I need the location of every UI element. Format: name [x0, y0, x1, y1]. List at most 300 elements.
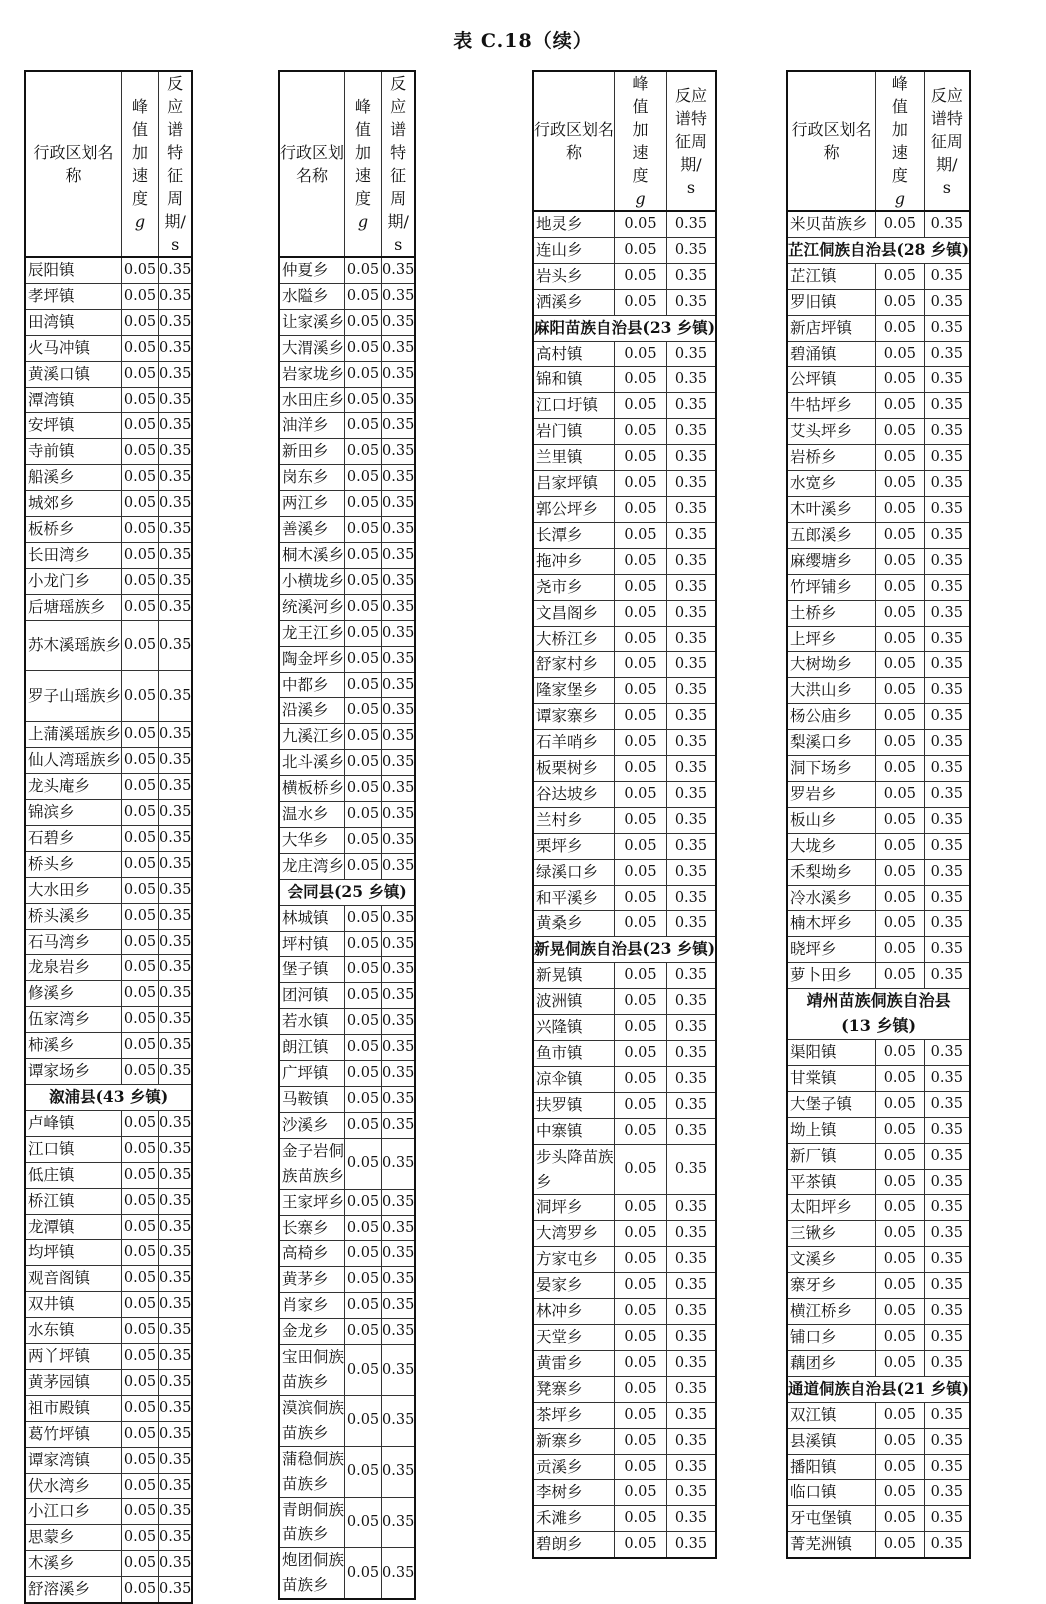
table-row: [533, 574, 716, 600]
peak-acceleration-value: 0.05: [876, 1454, 924, 1480]
table-row: [533, 393, 716, 419]
peak-acceleration-value: 0.05: [615, 859, 667, 885]
peak-acceleration-value: 0.05: [876, 419, 924, 445]
peak-acceleration-value: 0.05: [345, 957, 382, 983]
characteristic-period-value: 0.35: [159, 1473, 193, 1499]
region-name: 木溪乡: [25, 1551, 122, 1577]
characteristic-period-value: 0.35: [924, 937, 970, 963]
table-row: [25, 620, 192, 671]
table-row: [533, 237, 716, 263]
peak-acceleration-value: 0.05: [345, 802, 382, 828]
table-row: [279, 1138, 415, 1189]
peak-acceleration-value: 0.05: [876, 626, 924, 652]
peak-acceleration-value: 0.05: [876, 367, 924, 393]
data-table: [532, 70, 717, 1559]
characteristic-period-value: 0.35: [382, 672, 416, 698]
table-row: [279, 905, 415, 931]
characteristic-period-value: 0.35: [382, 853, 416, 879]
table-row: [279, 620, 415, 646]
table-row: [533, 1376, 716, 1402]
characteristic-period-value: 0.35: [159, 517, 193, 543]
region-name: 渠阳镇: [787, 1040, 876, 1066]
characteristic-period-value: 0.35: [382, 568, 416, 594]
region-name: 桐木溪乡: [279, 542, 345, 568]
table-row: [533, 652, 716, 678]
table-row: [279, 491, 415, 517]
region-name: 苏木溪瑶族乡: [25, 620, 122, 671]
county-title: 通道侗族自治县(21 乡镇): [787, 1376, 970, 1402]
table-row: [25, 1421, 192, 1447]
characteristic-period-value: 0.35: [382, 776, 416, 802]
county-header-row: [279, 879, 415, 905]
characteristic-period-value: 0.35: [666, 730, 716, 756]
characteristic-period-value: 0.35: [666, 1454, 716, 1480]
region-name: 高椅乡: [279, 1241, 345, 1267]
region-name: 黄茅乡: [279, 1267, 345, 1293]
header-peak-acceleration: 峰值加速度 g: [122, 71, 159, 257]
table-row: [279, 1241, 415, 1267]
peak-acceleration-value: 0.05: [345, 1446, 382, 1497]
table-row: [25, 1110, 192, 1136]
peak-acceleration-value: 0.05: [122, 774, 159, 800]
peak-acceleration-value: 0.05: [615, 419, 667, 445]
characteristic-period-value: 0.35: [159, 465, 193, 491]
region-name: 天堂乡: [533, 1324, 615, 1350]
region-name: 卢峰镇: [25, 1110, 122, 1136]
table-row: [787, 756, 970, 782]
table-row: [25, 774, 192, 800]
characteristic-period-value: 0.35: [666, 807, 716, 833]
region-name: 洞坪乡: [533, 1195, 615, 1221]
region-name: 中都乡: [279, 672, 345, 698]
region-name: 两丫坪镇: [25, 1344, 122, 1370]
peak-acceleration-value: 0.05: [615, 289, 667, 315]
characteristic-period-value: 0.35: [159, 387, 193, 413]
table-row: [279, 1345, 415, 1396]
characteristic-period-value: 0.35: [382, 983, 416, 1009]
table-row: [533, 1118, 716, 1144]
table-row: [787, 678, 970, 704]
region-name: 拖冲乡: [533, 548, 615, 574]
peak-acceleration-value: 0.05: [615, 211, 667, 237]
region-name: 油洋乡: [279, 413, 345, 439]
characteristic-period-value: 0.35: [666, 678, 716, 704]
peak-acceleration-value: 0.05: [615, 1221, 667, 1247]
table-row: [533, 1454, 716, 1480]
characteristic-period-value: 0.35: [382, 1189, 416, 1215]
peak-acceleration-value: 0.05: [615, 1402, 667, 1428]
region-name: 新寨乡: [533, 1428, 615, 1454]
characteristic-period-value: 0.35: [159, 981, 193, 1007]
region-name: 团河镇: [279, 983, 345, 1009]
region-name: 芷江镇: [787, 263, 876, 289]
table-row: [533, 1506, 716, 1532]
characteristic-period-value: 0.35: [159, 1577, 193, 1603]
peak-acceleration-value: 0.05: [345, 1215, 382, 1241]
peak-acceleration-value: 0.05: [122, 1447, 159, 1473]
peak-acceleration-value: 0.05: [122, 1395, 159, 1421]
table-row: [787, 574, 970, 600]
characteristic-period-value: 0.35: [924, 1299, 970, 1325]
peak-acceleration-value: 0.05: [122, 929, 159, 955]
region-name: 上蒲溪瑶族乡: [25, 722, 122, 748]
peak-acceleration-value: 0.05: [615, 574, 667, 600]
table-column-1: [24, 70, 193, 1604]
peak-acceleration-value: 0.05: [876, 1117, 924, 1143]
region-name: 横板桥乡: [279, 776, 345, 802]
table-row: [787, 833, 970, 859]
peak-acceleration-value: 0.05: [122, 594, 159, 620]
table-row: [533, 548, 716, 574]
region-name: 祖市殿镇: [25, 1395, 122, 1421]
region-name: 城郊乡: [25, 491, 122, 517]
region-name: 禾梨坳乡: [787, 859, 876, 885]
characteristic-period-value: 0.35: [666, 1144, 716, 1195]
region-name: 菁芜洲镇: [787, 1532, 876, 1558]
peak-acceleration-value: 0.05: [615, 1041, 667, 1067]
table-row: [279, 1035, 415, 1061]
characteristic-period-value: 0.35: [159, 542, 193, 568]
data-table: [786, 70, 971, 1559]
peak-acceleration-value: 0.05: [876, 496, 924, 522]
peak-acceleration-value: 0.05: [122, 1059, 159, 1085]
table-row: [279, 1189, 415, 1215]
peak-acceleration-value: 0.05: [345, 1189, 382, 1215]
peak-acceleration-value: 0.05: [615, 445, 667, 471]
peak-acceleration-value: 0.05: [876, 393, 924, 419]
header-peak-acceleration: 峰值加速度 g: [615, 71, 667, 211]
county-header-row: [787, 237, 970, 263]
characteristic-period-value: 0.35: [924, 704, 970, 730]
region-name: 碧涌镇: [787, 341, 876, 367]
table-row: [279, 465, 415, 491]
peak-acceleration-value: 0.05: [615, 237, 667, 263]
region-name: 晏家乡: [533, 1273, 615, 1299]
characteristic-period-value: 0.35: [382, 620, 416, 646]
region-name: 双江镇: [787, 1402, 876, 1428]
characteristic-period-value: 0.35: [666, 1195, 716, 1221]
characteristic-period-value: 0.35: [666, 419, 716, 445]
region-name: 金龙乡: [279, 1319, 345, 1345]
peak-acceleration-value: 0.05: [876, 937, 924, 963]
county-header-row: [533, 315, 716, 341]
characteristic-period-value: 0.35: [666, 600, 716, 626]
region-name: 凉伞镇: [533, 1066, 615, 1092]
county-header-row: [25, 1084, 192, 1110]
region-name: 火马冲镇: [25, 335, 122, 361]
characteristic-period-value: 0.35: [924, 1091, 970, 1117]
peak-acceleration-value: 0.05: [122, 1266, 159, 1292]
peak-acceleration-value: 0.05: [345, 776, 382, 802]
table-row: [787, 1428, 970, 1454]
characteristic-period-value: 0.35: [924, 496, 970, 522]
characteristic-period-value: 0.35: [382, 594, 416, 620]
characteristic-period-value: 0.35: [159, 1447, 193, 1473]
region-name: 米贝苗族乡: [787, 211, 876, 237]
table-row: [787, 885, 970, 911]
header-characteristic-period: 反应谱特征周期/ s: [159, 71, 193, 257]
table-row: [533, 833, 716, 859]
region-name: 谭家寨乡: [533, 704, 615, 730]
characteristic-period-value: 0.35: [159, 877, 193, 903]
characteristic-period-value: 0.35: [924, 756, 970, 782]
characteristic-period-value: 0.35: [382, 361, 416, 387]
table-row: [787, 341, 970, 367]
peak-acceleration-value: 0.05: [615, 1118, 667, 1144]
characteristic-period-value: 0.35: [924, 1273, 970, 1299]
table-row: [787, 1480, 970, 1506]
peak-acceleration-value: 0.05: [345, 983, 382, 1009]
region-name: 栗坪乡: [533, 833, 615, 859]
peak-acceleration-value: 0.05: [345, 1138, 382, 1189]
table-row: [25, 1240, 192, 1266]
region-name: 禾滩乡: [533, 1506, 615, 1532]
characteristic-period-value: 0.35: [924, 1532, 970, 1558]
table-row: [787, 419, 970, 445]
peak-acceleration-value: 0.05: [876, 885, 924, 911]
table-column-3: [532, 70, 717, 1559]
peak-acceleration-value: 0.05: [876, 1221, 924, 1247]
characteristic-period-value: 0.35: [924, 730, 970, 756]
characteristic-period-value: 0.35: [666, 548, 716, 574]
data-table: [278, 70, 416, 1600]
region-name: 步头降苗族乡: [533, 1144, 615, 1195]
table-row: [787, 1221, 970, 1247]
region-name: 中寨镇: [533, 1118, 615, 1144]
header-name: 行政区划名称: [279, 71, 345, 257]
region-name: 小横垅乡: [279, 568, 345, 594]
peak-acceleration-value: 0.05: [122, 1577, 159, 1603]
region-name: 仙人湾瑶族乡: [25, 748, 122, 774]
peak-acceleration-value: 0.05: [122, 361, 159, 387]
table-row: [787, 367, 970, 393]
peak-acceleration-value: 0.05: [122, 439, 159, 465]
region-name: 小江口乡: [25, 1499, 122, 1525]
region-name: 寺前镇: [25, 439, 122, 465]
table-row: [25, 1007, 192, 1033]
table-column-4: [786, 70, 971, 1559]
table-row: [25, 955, 192, 981]
characteristic-period-value: 0.35: [666, 263, 716, 289]
region-name: 大渭溪乡: [279, 335, 345, 361]
peak-acceleration-value: 0.05: [876, 730, 924, 756]
region-name: 岩门镇: [533, 419, 615, 445]
characteristic-period-value: 0.35: [382, 257, 416, 283]
peak-acceleration-value: 0.05: [615, 678, 667, 704]
table-row: [533, 367, 716, 393]
peak-acceleration-value: 0.05: [345, 1112, 382, 1138]
characteristic-period-value: 0.35: [159, 413, 193, 439]
peak-acceleration-value: 0.05: [615, 911, 667, 937]
region-name: 梨溪口乡: [787, 730, 876, 756]
table-row: [279, 853, 415, 879]
peak-acceleration-value: 0.05: [345, 542, 382, 568]
county-title: 靖州苗族侗族自治县(13 乡镇): [787, 989, 970, 1040]
region-name: 后塘瑶族乡: [25, 594, 122, 620]
table-row: [787, 1402, 970, 1428]
characteristic-period-value: 0.35: [382, 439, 416, 465]
characteristic-period-value: 0.35: [382, 1395, 416, 1446]
peak-acceleration-value: 0.05: [122, 1318, 159, 1344]
region-name: 水宽乡: [787, 471, 876, 497]
peak-acceleration-value: 0.05: [122, 387, 159, 413]
peak-acceleration-value: 0.05: [615, 471, 667, 497]
characteristic-period-value: 0.35: [924, 367, 970, 393]
header-characteristic-period: 反应谱特征周期/ s: [382, 71, 416, 257]
peak-acceleration-value: 0.05: [615, 600, 667, 626]
table-row: [533, 1532, 716, 1558]
region-name: 岩桥乡: [787, 445, 876, 471]
peak-acceleration-value: 0.05: [345, 1061, 382, 1087]
characteristic-period-value: 0.35: [924, 211, 970, 237]
characteristic-period-value: 0.35: [666, 1376, 716, 1402]
table-row: [787, 496, 970, 522]
region-name: 陶金坪乡: [279, 646, 345, 672]
peak-acceleration-value: 0.05: [345, 335, 382, 361]
table-row: [533, 1299, 716, 1325]
peak-acceleration-value: 0.05: [615, 1376, 667, 1402]
characteristic-period-value: 0.35: [382, 1548, 416, 1599]
table-row: [787, 626, 970, 652]
region-name: 堡子镇: [279, 957, 345, 983]
characteristic-period-value: 0.35: [924, 600, 970, 626]
table-row: [787, 600, 970, 626]
table-row: [279, 1112, 415, 1138]
peak-acceleration-value: 0.05: [122, 568, 159, 594]
table-row: [533, 1041, 716, 1067]
peak-acceleration-value: 0.05: [122, 1007, 159, 1033]
region-name: 上坪乡: [787, 626, 876, 652]
peak-acceleration-value: 0.05: [615, 496, 667, 522]
table-row: [533, 1350, 716, 1376]
table-row: [279, 802, 415, 828]
header-name: 行政区划名称: [25, 71, 122, 257]
peak-acceleration-value: 0.05: [615, 756, 667, 782]
peak-acceleration-value: 0.05: [876, 600, 924, 626]
characteristic-period-value: 0.35: [924, 419, 970, 445]
characteristic-period-value: 0.35: [666, 833, 716, 859]
county-header-row: [533, 937, 716, 963]
table-row: [533, 911, 716, 937]
table-row: [787, 859, 970, 885]
table-row: [787, 522, 970, 548]
table-row: [279, 1446, 415, 1497]
characteristic-period-value: 0.35: [382, 905, 416, 931]
peak-acceleration-value: 0.05: [345, 1009, 382, 1035]
characteristic-period-value: 0.35: [159, 1525, 193, 1551]
peak-acceleration-value: 0.05: [615, 341, 667, 367]
table-row: [787, 704, 970, 730]
region-name: 肖家乡: [279, 1293, 345, 1319]
peak-acceleration-value: 0.05: [876, 574, 924, 600]
characteristic-period-value: 0.35: [382, 1035, 416, 1061]
characteristic-period-value: 0.35: [924, 1195, 970, 1221]
peak-acceleration-value: 0.05: [876, 1428, 924, 1454]
peak-acceleration-value: 0.05: [876, 963, 924, 989]
characteristic-period-value: 0.35: [666, 1118, 716, 1144]
region-name: 牛牯坪乡: [787, 393, 876, 419]
characteristic-period-value: 0.35: [382, 724, 416, 750]
region-name: 黄溪口镇: [25, 361, 122, 387]
peak-acceleration-value: 0.05: [345, 646, 382, 672]
characteristic-period-value: 0.35: [159, 1188, 193, 1214]
characteristic-period-value: 0.35: [382, 413, 416, 439]
peak-acceleration-value: 0.05: [345, 827, 382, 853]
peak-acceleration-value: 0.05: [122, 1525, 159, 1551]
peak-acceleration-value: 0.05: [615, 263, 667, 289]
region-name: 桥江镇: [25, 1188, 122, 1214]
region-name: 蒲稳侗族苗族乡: [279, 1446, 345, 1497]
region-name: 安坪镇: [25, 413, 122, 439]
table-row: [787, 211, 970, 237]
characteristic-period-value: 0.35: [382, 1112, 416, 1138]
table-row: [533, 419, 716, 445]
peak-acceleration-value: 0.05: [122, 1110, 159, 1136]
characteristic-period-value: 0.35: [382, 1009, 416, 1035]
characteristic-period-value: 0.35: [924, 1454, 970, 1480]
characteristic-period-value: 0.35: [382, 827, 416, 853]
table-row: [533, 1066, 716, 1092]
region-name: 岩头乡: [533, 263, 615, 289]
county-title: 新晃侗族自治县(23 乡镇): [533, 937, 716, 963]
table-row: [787, 1169, 970, 1195]
region-name: 扶罗镇: [533, 1092, 615, 1118]
region-name: 石碧乡: [25, 825, 122, 851]
characteristic-period-value: 0.35: [666, 1041, 716, 1067]
region-name: 方家屯乡: [533, 1247, 615, 1273]
table-row: [25, 671, 192, 722]
region-name: 九溪江乡: [279, 724, 345, 750]
region-name: 新店坪镇: [787, 315, 876, 341]
peak-acceleration-value: 0.05: [876, 289, 924, 315]
table-row: [25, 1214, 192, 1240]
region-name: 船溪乡: [25, 465, 122, 491]
region-name: 江口镇: [25, 1136, 122, 1162]
peak-acceleration-value: 0.05: [615, 1506, 667, 1532]
table-row: [25, 929, 192, 955]
region-name: 大湾罗乡: [533, 1221, 615, 1247]
characteristic-period-value: 0.35: [159, 568, 193, 594]
peak-acceleration-value: 0.05: [345, 698, 382, 724]
table-row: [25, 748, 192, 774]
table-row: [533, 678, 716, 704]
peak-acceleration-value: 0.05: [122, 620, 159, 671]
region-name: 石羊哨乡: [533, 730, 615, 756]
peak-acceleration-value: 0.05: [876, 1065, 924, 1091]
peak-acceleration-value: 0.05: [615, 1350, 667, 1376]
region-name: 炮团侗族苗族乡: [279, 1548, 345, 1599]
characteristic-period-value: 0.35: [159, 851, 193, 877]
table-row: [533, 989, 716, 1015]
table-title: 表 C.18（续）: [453, 30, 593, 52]
characteristic-period-value: 0.35: [666, 1324, 716, 1350]
peak-acceleration-value: 0.05: [122, 1369, 159, 1395]
region-name: 辰阳镇: [25, 257, 122, 283]
characteristic-period-value: 0.35: [924, 1247, 970, 1273]
table-row: [787, 781, 970, 807]
characteristic-period-value: 0.35: [382, 387, 416, 413]
table-row: [533, 1221, 716, 1247]
header-peak-acceleration: 峰值加速度 g: [876, 71, 924, 211]
peak-acceleration-value: 0.05: [876, 522, 924, 548]
peak-acceleration-value: 0.05: [876, 756, 924, 782]
characteristic-period-value: 0.35: [924, 574, 970, 600]
region-name: 朗江镇: [279, 1035, 345, 1061]
region-name: 黄茅园镇: [25, 1369, 122, 1395]
region-name: 艾头坪乡: [787, 419, 876, 445]
characteristic-period-value: 0.35: [159, 1395, 193, 1421]
table-row: [787, 548, 970, 574]
